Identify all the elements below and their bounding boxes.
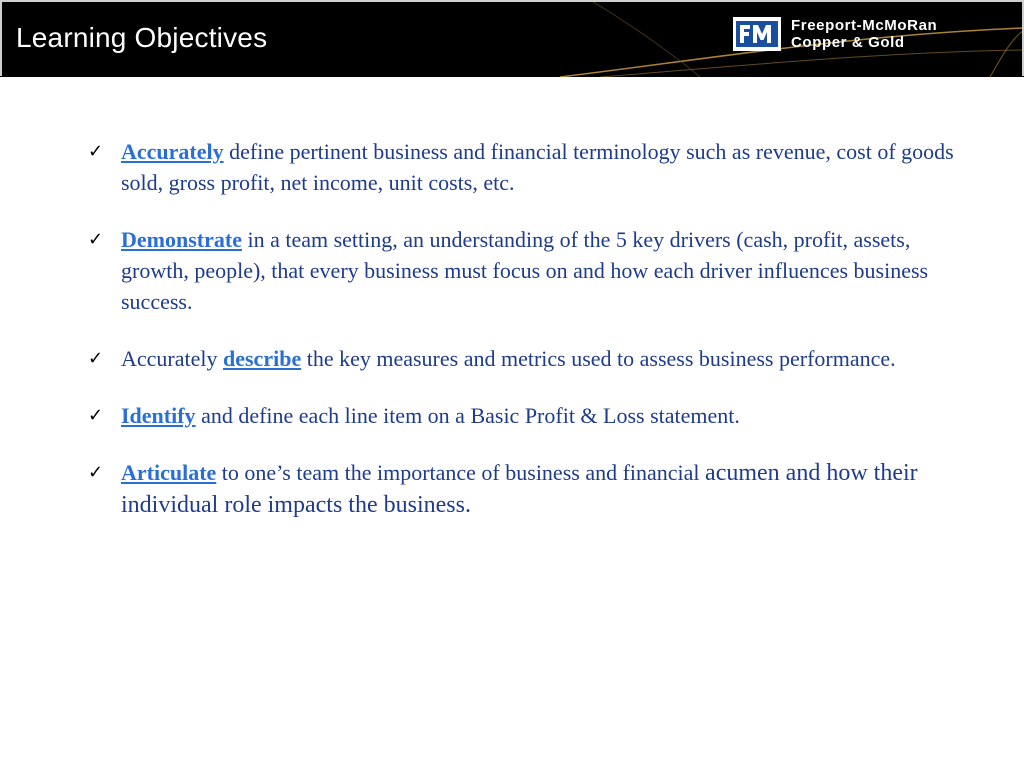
list-item: [88, 136, 958, 198]
keyword-link[interactable]: Articulate: [121, 460, 217, 485]
logo-line-1: Freeport-McMoRan: [791, 17, 938, 34]
checkmark-icon: ✓: [88, 229, 104, 250]
item-text: the key measures and metrics used to assess business performance.: [301, 346, 896, 371]
company-logo: [733, 15, 937, 53]
title-bar: [0, 0, 1024, 77]
keyword-link[interactable]: Demonstrate: [121, 227, 242, 252]
objectives-list: [88, 136, 958, 547]
list-item: [88, 343, 958, 374]
logo-line-2: Copper & Gold: [791, 34, 905, 51]
keyword-link[interactable]: Accurately: [121, 139, 224, 164]
list-item: [88, 457, 958, 521]
fm-logo-icon: [733, 17, 781, 51]
item-text: define pertinent business and financial terminology such as revenue, cost of goods sold, gross profit, net income, unit costs, etc.: [121, 139, 954, 195]
checkmark-icon: ✓: [88, 141, 104, 162]
keyword-link[interactable]: Identify: [121, 403, 196, 428]
item-prefix: Accurately: [121, 346, 223, 371]
item-text: and define each line item on a Basic Profit & Loss statement.: [195, 403, 740, 428]
keyword-link[interactable]: describe: [223, 346, 302, 371]
checkmark-icon: ✓: [88, 405, 104, 426]
list-item: [88, 224, 958, 317]
slide-title: Learning Objectives: [16, 22, 268, 53]
list-item: [88, 400, 958, 431]
checkmark-icon: ✓: [88, 462, 104, 483]
item-text: to one’s team the importance of business and financial: [216, 460, 706, 485]
item-text-large: acumen and how their individual role impacts the business.: [121, 460, 918, 518]
logo-wordmark: [791, 17, 937, 51]
item-text: in a team setting, an understanding of the 5 key drivers (cash, profit, assets, growth, people), that every business must focus on and how each driver influences business success.: [121, 227, 929, 314]
checkmark-icon: ✓: [88, 348, 104, 369]
